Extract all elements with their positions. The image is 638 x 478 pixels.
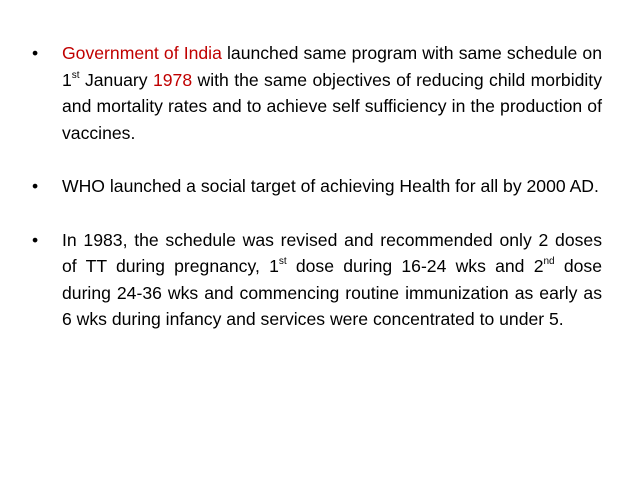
bullet-icon: • xyxy=(32,229,39,250)
highlight-year: 1978 xyxy=(152,69,193,90)
ordinal-suffix: st xyxy=(278,256,287,268)
bullet-text: with the same objectives of reducing child morbidity and mortality rates and to achieve self sufficiency in the production of vaccines. xyxy=(62,69,602,143)
ordinal-suffix: st xyxy=(71,69,80,81)
bullet-text: launched same program with same schedule on 1 xyxy=(62,43,602,90)
bullet-text: dose during 16-24 wks and 2 xyxy=(286,256,544,276)
bullet-text: dose during 24-36 wks and commencing routine immunization as early as 6 wks during infancy and services were concentrated to under 5. xyxy=(62,256,602,329)
bullet-item-1 xyxy=(32,40,602,146)
bullet-text: WHO launched a social target of achieving Health for all by 2000 AD. xyxy=(62,176,599,196)
bullet-item-2 xyxy=(32,173,602,200)
bullet-list xyxy=(32,40,602,360)
bullet-text: In 1983, the schedule was revised and recommended only 2 doses of TT during pregnancy, 1 xyxy=(62,229,602,276)
bullet-text: January xyxy=(79,69,153,90)
highlight-government-of-india: Government of India xyxy=(62,43,222,63)
bullet-item-3 xyxy=(32,227,602,333)
ordinal-suffix: nd xyxy=(543,256,555,268)
bullet-icon: • xyxy=(32,176,39,196)
bullet-icon: • xyxy=(32,43,39,63)
